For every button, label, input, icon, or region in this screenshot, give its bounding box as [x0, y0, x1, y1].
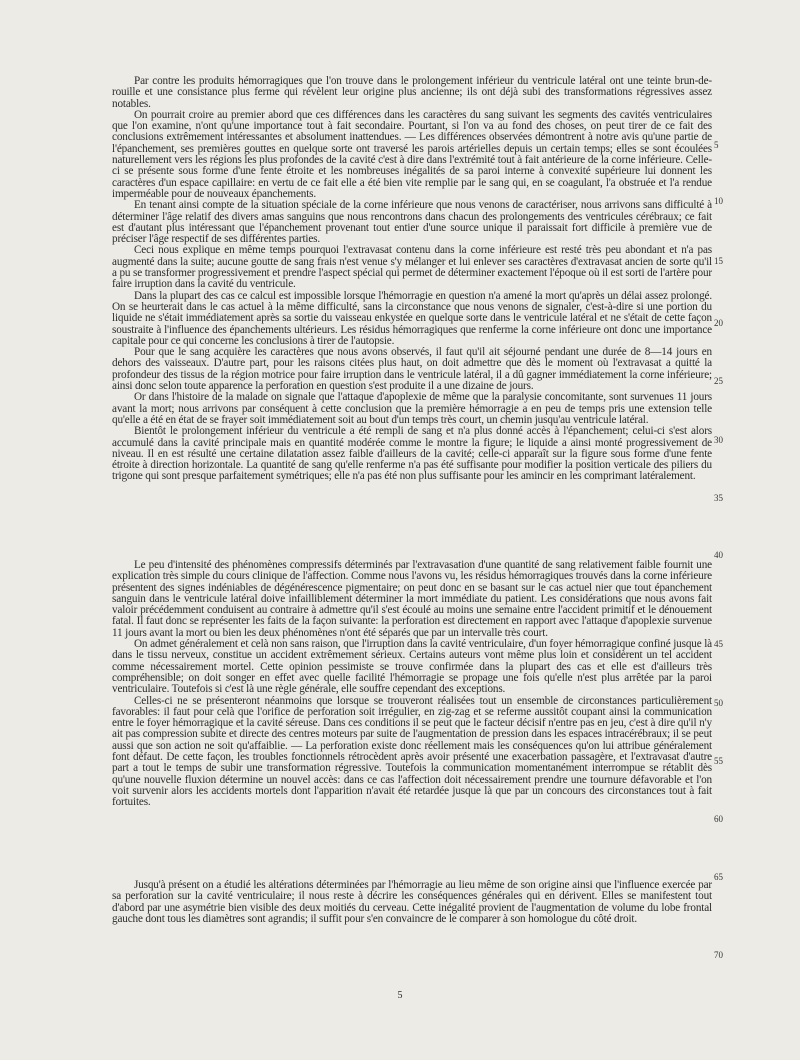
line-number: 60 [714, 814, 723, 824]
section-3 [112, 880, 712, 925]
paragraph: Jusqu'à présent on a étudié les altérations déterminées par l'hémorragie au lieu même de son origine ainsi que l'influence exercée par sa perforation sur la cavité ventriculaire; il nous reste à décrire les conséquences générales qui en dérivent. Elles se manifestent tout d'abord par une asymétrie bien visible des deux moitiés du cerveau. Cette inégalité provient de l'augmentation de volume du lobe frontal gauche dont tous les diamètres sont agrandis; il suffit pour s'en convaincre de le comparer à son homologue du côté droit. [112, 879, 712, 925]
line-number: 20 [714, 318, 723, 328]
paragraph: Ceci nous explique en même temps pourquoi l'extravasat contenu dans la corne inférieure est resté très peu abondant et n'a pas augmenté dans la suite; aucune goutte de sang frais n'est venue s'y mélanger et lui enlever ses caractères d'extravasat ancien de sorte qu'il a pu se transformer progressivement et prendre l'aspect spécial qui permet de déterminer exactement l'époque où il est sorti de l'artère pour faire irruption dans la cavité du ventricule. [112, 244, 712, 291]
line-number: 5 [714, 140, 719, 150]
line-number: 25 [714, 376, 723, 386]
line-number: 50 [714, 698, 723, 708]
paragraph: Le peu d'intensité des phénomènes compressifs déterminés par l'extravasation d'une quantité de sang relativement faible fournit une explication très simple du cours clinique de l'affection. Comme nous l'avons vu, les résidus hémorragiques trouvés dans la corne inférieure présentent des signes indéniables de dégénérescence pigmentaire; on peut donc en se basant sur le cas actuel nier que tout épanchement sanguin dans le ventricule latéral doive infailliblement déterminer la mort immédiate du patient. Les considérations que nous avons fait valoir précédemment conduisent au contraire à admettre qu'il s'est écoulé au moins une semaine entre l'accident primitif et le dénouement fatal. Il faut donc se représenter les faits de la façon suivante: la perforation est directement en rapport avec l'attaque d'apoplexie survenue 11 jours avant la mort ou bien les deux phénomènes n'ont été séparés que par un intervalle très court. [112, 559, 712, 639]
line-number: 70 [714, 950, 723, 960]
line-number: 30 [714, 435, 723, 445]
line-number: 35 [714, 493, 723, 503]
paragraph: Par contre les produits hémorragiques que l'on trouve dans le prolongement inférieur du ventricule latéral ont une teinte brun-de-rouille et une consistance plus ferme qui révèlent leur origine plus ancienne; ils ont déjà subi des transformations régressives assez notables. [112, 75, 712, 110]
paragraph: Or dans l'histoire de la malade on signale que l'attaque d'apoplexie de même que la paralysie concomitante, sont survenues 11 jours avant la mort; nous arrivons par conséquent à cette conclusion que la première hémorragie a en peu de temps pris une extension telle qu'elle a été en état de se frayer soit immédiatement soit au bout d'un temps très court, un chemin jusqu'au ventricule latéral. [112, 391, 712, 426]
paragraph: Pour que le sang acquière les caractères que nous avons observés, il faut qu'il ait séjourné pendant une durée de 8—14 jours en dehors des vaisseaux. D'autre part, pour les raisons citées plus haut, on doit admettre que dès le moment où l'extravasat a quitté la profondeur des tissus de la région motrice pour faire irruption dans le ventricule latéral, il a dû gagner immédiatement la corne inférieure; ainsi donc selon toute apparence la perforation en question s'est produite il a une dizaine de jours. [112, 346, 712, 393]
paragraph: En tenant ainsi compte de la situation spéciale de la corne inférieure que nous venons de caractériser, nous arrivons sans difficulté à déterminer l'âge relatif des divers amas sanguins que nous rencontrons dans chacun des prolongements des ventricules cérébraux; ce fait est d'autant plus intéressant que l'épanchement provenant tout entier d'une source unique il paraissait fort difficile à première vue de préciser l'âge respectif de ses différentes parties. [112, 199, 712, 246]
line-number: 15 [714, 256, 723, 266]
paragraph: Bientôt le prolongement inférieur du ventricule a été rempli de sang et n'a plus donné accès à l'épanchement; celui-ci s'est alors accumulé dans la cavité principale mais en quantité modérée comme le montre la figure; le liquide a ainsi monté progressivement de niveau. Il en est résulté une certaine dilatation assez faible d'ailleurs de la cavité; celle-ci apparaît sur la figure sous forme d'une fente étroite à direction horizontale. La quantité de sang qu'elle renferme n'a pas été suffisante pour modifier la position verticale des piliers du trigone qui sont presque parfaitement symétriques; elle n'a pas été non plus suffisante pour les amincir en les comprimant latéralement. [112, 425, 712, 483]
section-1 [112, 76, 712, 483]
paragraph: On pourrait croire au premier abord que ces différences dans les caractères du sang suivant les segments des cavités ventriculaires que l'on examine, n'ont qu'une importance tout à fait secondaire. Pourtant, si l'on va au fond des choses, on peut tirer de ce fait des conclusions extrêmement intéressantes et absolument inattendues. — Les différences observées démontrent à notre avis qu'une partie de l'épanchement, ses premières gouttes en quelque sorte ont traversé les parois artérielles depuis un certain temps; elles se sont écoulées naturellement vers les régions les plus profondes de la cavité c'est à dire dans l'extrémité tout à fait antérieure de la corne inférieure. Celle-ci se présente sous forme d'une fente étroite et les nombreuses inégalités de sa paroi interne à convexité supérieure lui donnent les caractères d'un espace capillaire: en vertu de ce fait elle a été bien vite remplie par le sang qui, en se coagulant, l'a obstruée et l'a rendue imperméable pour de nouveaux épanchements. [112, 108, 712, 200]
page-number: 5 [397, 990, 403, 1001]
line-number: 45 [714, 639, 723, 649]
line-number: 40 [714, 550, 723, 560]
line-number: 55 [714, 756, 723, 766]
line-number: 65 [714, 872, 723, 882]
paragraph: Celles-ci ne se présenteront néanmoins que lorsque se trouveront réalisées tout un ensemble de circonstances particulièrement favorables: il faut pour celà que l'orifice de perforation soit irrégulier, en zig-zag et se referme aussitôt coupant ainsi la communication entre le foyer hémorragique et la cavité séreuse. Dans ces conditions il se peut que le facteur décisif n'entre pas en jeu, c'est à dire qu'il n'y ait pas compression subite et directe des centres moteurs par suite de l'augmentation de pression dans les espaces intracérébraux; il se peut aussi que son action ne soit qu'affaiblie. — La perforation existe donc réellement mais les conséquences qu'on lui attribue généralement font défaut. De cette façon, les troubles fonctionnels rétrocèdent après avoir présenté une exacerbation passagère, et l'extravasat d'autre part a tout le temps de subir une transformation régressive. Toutefois la communication momentanément interrompue se rétablit dès qu'une nouvelle fluxion détermine un nouvel accès: dans ce cas l'affection doit nécessairement prendre une tournure défavorable et l'on voit survenir alors les accidents mortels dont l'apparition n'avait été retardée jusque là que par un concours des circonstances tout à fait fortuites. [112, 694, 712, 809]
paragraph: On admet généralement et celà non sans raison, que l'irruption dans la cavité ventriculaire, d'un foyer hémorragique confiné jusque là dans le tissu nerveux, constitue un accident extrêmement sérieux. Certains auteurs vont même plus loin et considèrent un tel accident comme nécessairement mortel. Cette opinion pessimiste se trouve confirmée dans la plupart des cas et elle est d'ailleurs très compréhensible; on doit songer en effet avec quelle facilité l'hémorragie se propage une fois qu'elle n'est plus arrêtée par la paroi ventriculaire. Toutefois si c'est là une règle générale, elle souffre cependant des exceptions. [112, 638, 712, 696]
section-2 [112, 560, 712, 809]
line-number: 10 [714, 196, 723, 206]
paragraph: Dans la plupart des cas ce calcul est impossible lorsque l'hémorragie en question n'a amené la mort qu'après un délai assez prolongé. On se heurterait dans le cas actuel à la même difficulté, sans la circonstance que nous venons de signaler, c'est-à-dire si une portion du liquide ne s'était immédiatement après sa sortie du vaisseau enkystée en quelque sorte dans le ventricule latéral et ne s'était de cette façon soustraite à l'influence des épanchements ultérieurs. Les résidus hémorragiques que renferme la corne inférieure ont donc une importance capitale pour ce qui concerne les conclusions à tirer de l'autopsie. [112, 289, 712, 347]
